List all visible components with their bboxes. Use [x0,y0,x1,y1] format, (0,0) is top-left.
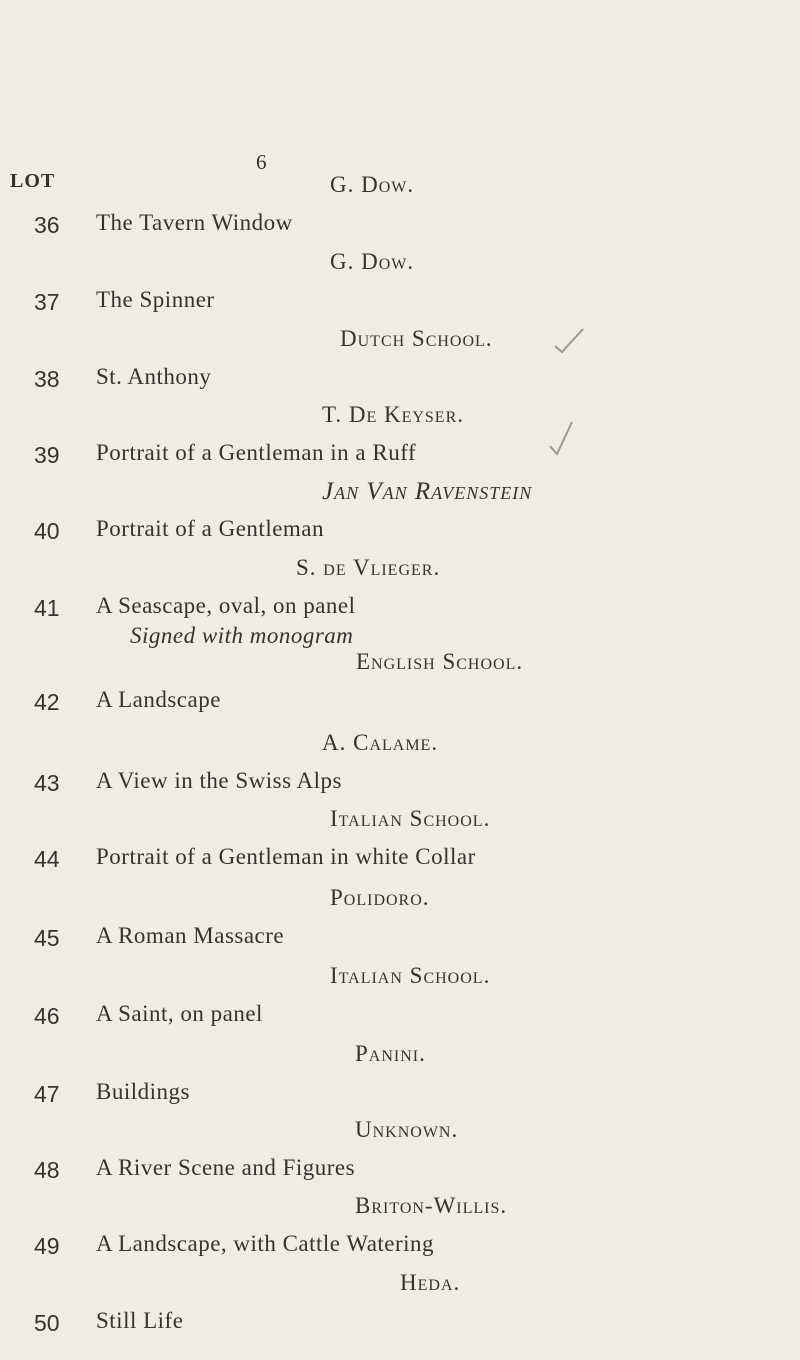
lot-number: 36 [34,212,60,238]
lot-title: A River Scene and Figures [96,1155,356,1180]
lot-title: The Spinner [96,287,215,312]
lot-title: A Seascape, oval, on panel [96,593,356,618]
lot-number: 47 [34,1081,60,1107]
lot-entry [0,885,800,975]
lot-title: A Roman Massacre [96,923,285,948]
artist-name: A. Calame. [322,730,439,755]
lot-note: Signed with monogram [130,623,354,648]
lot-title: Portrait of a Gentleman in white Collar [96,844,476,869]
artist-name: English School. [356,649,524,674]
artist-name: Unknown. [355,1117,459,1142]
lot-number: 40 [34,518,60,544]
lot-title: Still Life [96,1308,184,1333]
lot-entry [0,806,800,896]
lot-number: 38 [34,366,60,392]
artist-name: Panini. [355,1041,426,1066]
lot-number: 49 [34,1233,60,1259]
lot-entry [0,649,800,739]
lot-title: Portrait of a Gentleman [96,516,325,541]
lot-entry [0,1270,800,1360]
lot-title: A Landscape [96,687,221,712]
lot-title: Buildings [96,1079,190,1104]
lot-column-header: LOT [10,170,56,192]
lot-entry [0,555,800,648]
page-number: 6 [256,150,267,174]
artist-name: S. de Vlieger. [296,555,441,580]
checkmark-icon [552,326,586,356]
lot-number: 45 [34,925,60,951]
artist-name: Italian School. [330,806,491,831]
lot-number: 46 [34,1003,60,1029]
artist-name: G. Dow. [330,172,415,197]
artist-name: T. De Keyser. [322,402,465,427]
checkmark-icon [548,418,578,458]
artist-name: Heda. [400,1270,461,1295]
lot-number: 50 [34,1310,60,1336]
artist-name: Jan Van Ravenstein [322,478,533,505]
lot-title: St. Anthony [96,364,212,389]
lot-title: A Saint, on panel [96,1001,263,1026]
artist-name: Italian School. [330,963,491,988]
lot-entry [0,963,800,1053]
lot-title: Portrait of a Gentleman in a Ruff [96,440,417,465]
artist-name: Polidoro. [330,885,430,910]
lot-number: 42 [34,689,60,715]
lot-number: 41 [34,595,60,621]
artist-name: Briton-Willis. [355,1193,508,1218]
lot-number: 48 [34,1157,60,1183]
lot-number: 39 [34,442,60,468]
lot-title: A Landscape, with Cattle Watering [96,1231,435,1256]
artist-name: Dutch School. [340,326,493,351]
lot-title: The Tavern Window [96,210,293,235]
artist-name: G. Dow. [330,249,415,274]
lot-number: 44 [34,846,60,872]
lot-number: 43 [34,770,60,796]
lot-number: 37 [34,289,60,315]
lot-title: A View in the Swiss Alps [96,768,342,793]
